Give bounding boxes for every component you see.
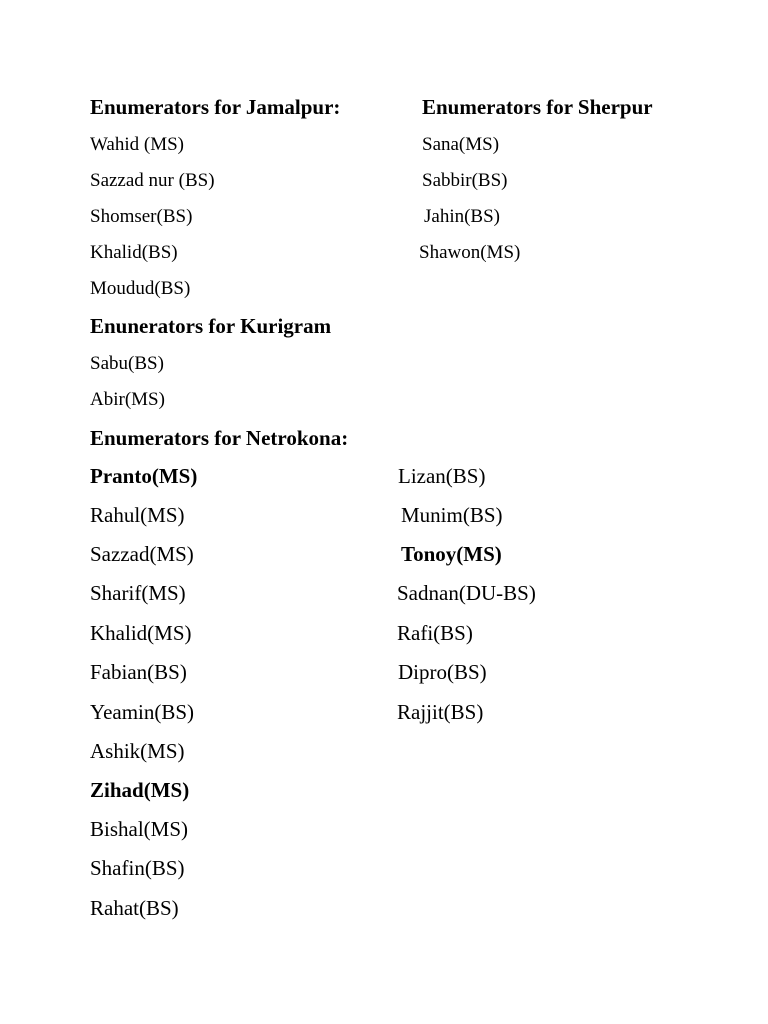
netrokona-name: Dipro(BS) [398,660,487,684]
netrokona-name: Munim(BS) [401,503,503,527]
netrokona-name: Khalid(MS) [90,621,192,645]
jamalpur-name: Sazzad nur (BS) [90,170,215,191]
netrokona-name: Sadnan(DU-BS) [397,581,536,605]
netrokona-name: Pranto(MS) [90,464,198,488]
jamalpur-name: Moudud(BS) [90,278,191,299]
heading-netrokona: Enumerators for Netrokona: [90,426,349,450]
sherpur-name: Jahin(BS) [424,206,500,227]
kurigram-name: Abir(MS) [90,389,165,410]
netrokona-name: Rajjit(BS) [397,700,484,724]
netrokona-name: Bishal(MS) [90,817,189,841]
sherpur-name: Sana(MS) [422,134,500,155]
sherpur-name: Shawon(MS) [419,242,521,263]
netrokona-name: Rahul(MS) [90,503,185,527]
netrokona-name: Zihad(MS) [90,778,190,802]
heading-kurigram: Enunerators for Kurigram [90,314,332,338]
jamalpur-name: Shomser(BS) [90,206,193,227]
netrokona-name: Sharif(MS) [90,581,186,605]
netrokona-name: Shafin(BS) [90,856,185,880]
netrokona-name: Rafi(BS) [397,621,473,645]
jamalpur-name: Wahid (MS) [90,134,184,155]
netrokona-name: Ashik(MS) [90,739,185,763]
jamalpur-name: Khalid(BS) [90,242,178,263]
netrokona-name: Fabian(BS) [90,660,187,684]
netrokona-name: Yeamin(BS) [90,700,195,724]
netrokona-name: Sazzad(MS) [90,542,194,566]
netrokona-name: Lizan(BS) [398,464,486,488]
heading-sherpur: Enumerators for Sherpur [422,95,653,119]
kurigram-name: Sabu(BS) [90,353,164,374]
netrokona-name: Tonoy(MS) [401,542,502,566]
sherpur-name: Sabbir(BS) [422,170,508,191]
heading-jamalpur: Enumerators for Jamalpur: [90,95,341,119]
netrokona-name: Rahat(BS) [90,896,179,920]
